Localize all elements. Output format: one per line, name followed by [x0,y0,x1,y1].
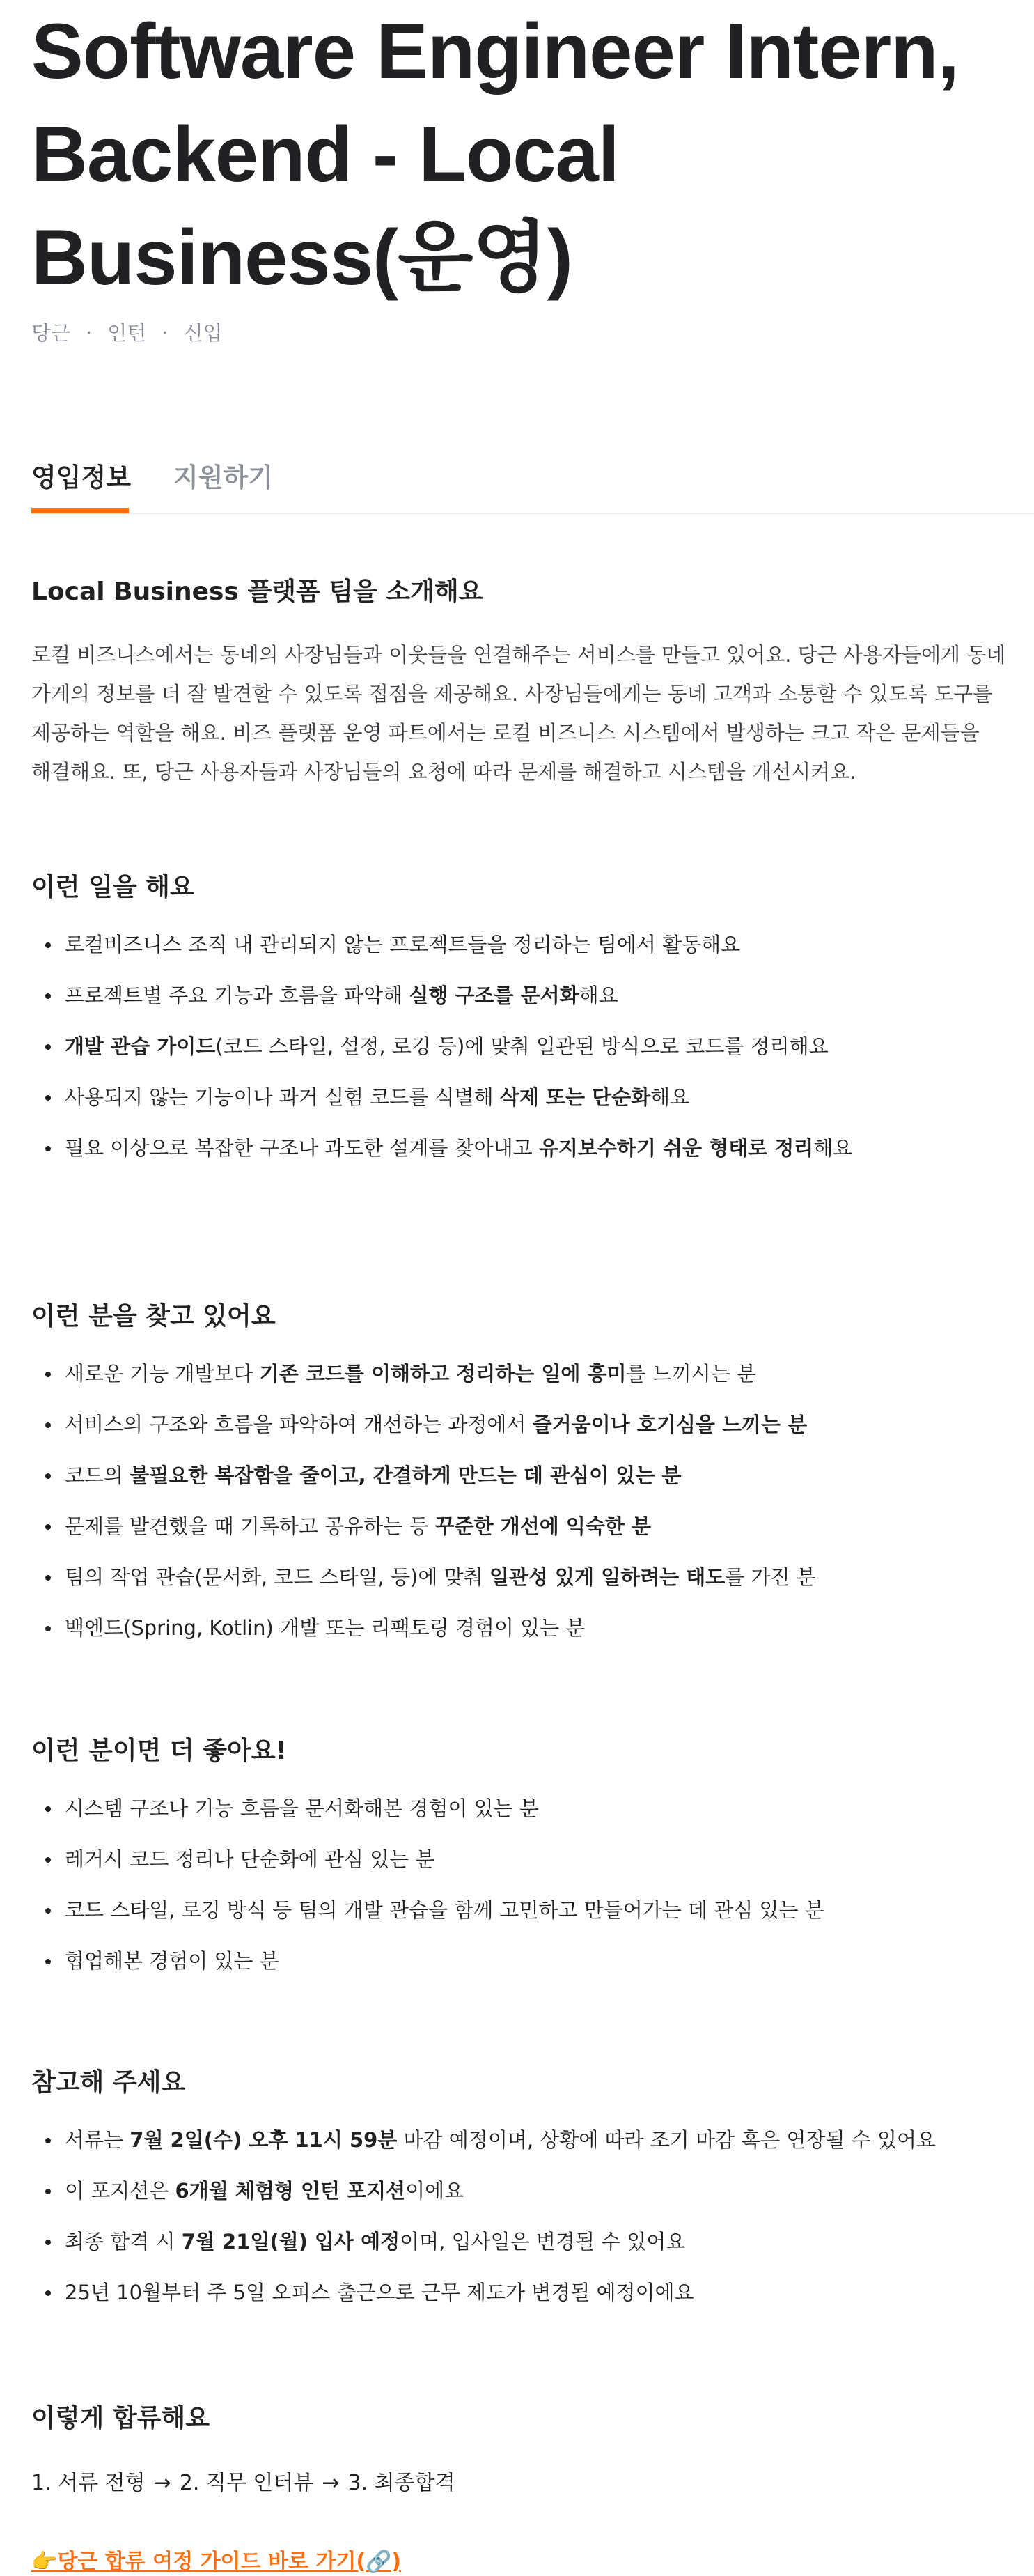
emphasis-text: 삭제 또는 단순화 [499,1085,651,1109]
list-item [31,1461,816,1512]
intro-line: 가게의 정보를 더 잘 발견할 수 있도록 접점을 제공해요. 사장님들에게는 동네 고객과 소통할 수 있도록 도구를 [31,682,993,706]
team-intro-text [31,635,1006,791]
item-text: 이 포지션은 [65,2179,175,2203]
meta-company: 당근 [31,321,71,345]
item-text: 로컬비즈니스 조직 내 관리되지 않는 프로젝트들을 정리하는 팀에서 활동해요 [65,933,741,956]
arrow-right-icon: → [153,2471,171,2495]
list-item [31,1947,824,1998]
emphasis-text: 개발 관습 가이드 [65,1034,216,1058]
list-item [31,2126,936,2177]
list-item [31,2177,936,2228]
qualifications-list [31,1360,816,1665]
process-step: 1. 서류 전형 [31,2471,146,2495]
item-text: 코드 스타일, 로깅 방식 등 팀의 개발 관습을 함께 고민하고 만들어가는 데 관심 있는 분 [65,1898,824,1922]
emphasis-text: 7월 21일(월) 입사 예정 [181,2230,400,2253]
list-item [31,1614,816,1665]
list-item [31,1134,852,1185]
emphasis-text: 유지보수하기 쉬운 형태로 정리 [538,1136,814,1160]
section-heading-qualifications: 이런 분을 찾고 있어요 [31,1302,276,1330]
item-text: 최종 합격 시 [65,2230,182,2253]
item-text: 마감 예정이며, 상황에 따라 조기 마감 혹은 연장될 수 있어요 [397,2128,937,2152]
item-text: 해요 [579,984,618,1007]
item-text: 해요 [813,1136,853,1160]
list-item [31,1845,824,1896]
emphasis-text: 7월 2일(수) 오후 11시 59분 [130,2128,398,2152]
emphasis-text: 일관성 있게 일하려는 태도 [489,1565,726,1589]
list-item [31,1083,852,1134]
section-heading-responsibilities: 이런 일을 해요 [31,873,194,901]
item-text: 서류는 [65,2128,130,2152]
section-heading-process: 이렇게 합류해요 [31,2404,210,2433]
responsibilities-list [31,931,852,1185]
list-item [31,1360,816,1411]
job-title-line: Backend - Local [31,111,619,198]
item-text: 필요 이상으로 복잡한 구조나 과도한 설계를 찾아내고 [65,1136,539,1160]
item-text: 문제를 발견했을 때 기록하고 공유하는 등 [65,1514,435,1538]
item-text: 협업해본 경험이 있는 분 [65,1949,279,1973]
list-item [31,1411,816,1461]
emphasis-text: 실행 구조를 문서화 [409,984,579,1007]
hiring-guide-link[interactable]: 👉당근 합류 여정 가이드 바로 가기(🔗) [31,2550,402,2574]
section-heading-team-intro: Local Business 플랫폼 팀을 소개해요 [31,577,483,606]
tab-bar-divider [31,513,1034,514]
item-text: (코드 스타일, 설정, 로깅 등)에 맞춰 일관된 방식으로 코드를 정리해요 [215,1034,829,1058]
item-text: 백엔드(Spring, Kotlin) 개발 또는 리팩토링 경험이 있는 분 [65,1616,586,1640]
item-text: 레거시 코드 정리나 단순화에 관심 있는 분 [65,1847,435,1871]
item-text: 를 느끼시는 분 [626,1362,757,1386]
emphasis-text: 불필요한 복잡함을 줄이고, 간결하게 만드는 데 관심이 있는 분 [130,1464,682,1487]
emphasis-text: 6개월 체험형 인턴 포지션 [175,2179,406,2203]
list-item [31,1563,816,1614]
item-text: 팀의 작업 관습(문서화, 코드 스타일, 등)에 맞춰 [65,1565,489,1589]
item-text: 사용되지 않는 기능이나 과거 실험 코드를 식별해 [65,1085,500,1109]
tab-job-info[interactable]: 영입정보 [31,463,131,492]
list-item [31,1896,824,1947]
list-item [31,981,852,1032]
job-title [31,0,992,309]
emphasis-text: 기존 코드를 이해하고 정리하는 일에 흥미 [259,1362,627,1386]
item-text: 시스템 구조나 기능 흐름을 문서화해본 경험이 있는 분 [65,1797,539,1820]
job-title-line: Software Engineer Intern, [31,8,959,95]
meta-employment-type: 인턴 [107,321,147,345]
intro-line: 로컬 비즈니스에서는 동네의 사장님들과 이웃들을 연결해주는 서비스를 만들고 있어요. 당근 사용자들에게 동네 [31,643,1006,667]
intro-line: 해결해요. 또, 당근 사용자들과 사장님들의 요청에 따라 문제를 해결하고 시스템을 개선시켜요. [31,760,856,784]
section-heading-preferred: 이런 분이면 더 좋아요! [31,1737,288,1765]
item-text: 코드의 [65,1464,130,1487]
tab-apply[interactable]: 지원하기 [173,463,273,492]
list-item [31,2228,936,2279]
job-meta [31,319,223,347]
item-text: 를 가진 분 [725,1565,816,1589]
list-item [31,1794,824,1845]
item-text: 서비스의 구조와 흐름을 파악하여 개선하는 과정에서 [65,1413,533,1436]
process-step: 2. 직무 인터뷰 [179,2471,314,2495]
list-item [31,931,852,981]
list-item [31,2279,936,2329]
meta-separator: · [86,321,93,345]
meta-separator: · [162,321,169,345]
meta-career-level: 신입 [183,321,223,345]
notes-list [31,2126,936,2329]
item-text: 이에요 [405,2179,464,2203]
item-text: 프로젝트별 주요 기능과 흐름을 파악해 [65,984,409,1007]
item-text: 해요 [650,1085,690,1109]
preferred-list [31,1794,824,1998]
list-item [31,1032,852,1083]
hiring-process [31,2469,455,2497]
item-text: 이며, 입사일은 변경될 수 있어요 [400,2230,686,2253]
item-text: 새로운 기능 개발보다 [65,1362,260,1386]
item-text: 25년 10월부터 주 5일 오피스 출근으로 근무 제도가 변경될 예정이에요 [65,2281,694,2304]
list-item [31,1512,816,1563]
section-heading-notes: 참고해 주세요 [31,2068,186,2097]
arrow-right-icon: → [322,2471,340,2495]
emphasis-text: 즐거움이나 호기심을 느끼는 분 [532,1413,808,1436]
job-title-line: Business(운영) [31,214,572,301]
process-step: 3. 최종합격 [347,2471,455,2495]
tab-bar [31,457,1034,514]
emphasis-text: 꾸준한 개선에 익숙한 분 [434,1514,651,1538]
intro-line: 제공하는 역할을 해요. 비즈 플랫폼 운영 파트에서는 로컬 비즈니스 시스템에서 발생하는 크고 작은 문제들을 [31,721,980,745]
active-tab-indicator [31,508,129,513]
